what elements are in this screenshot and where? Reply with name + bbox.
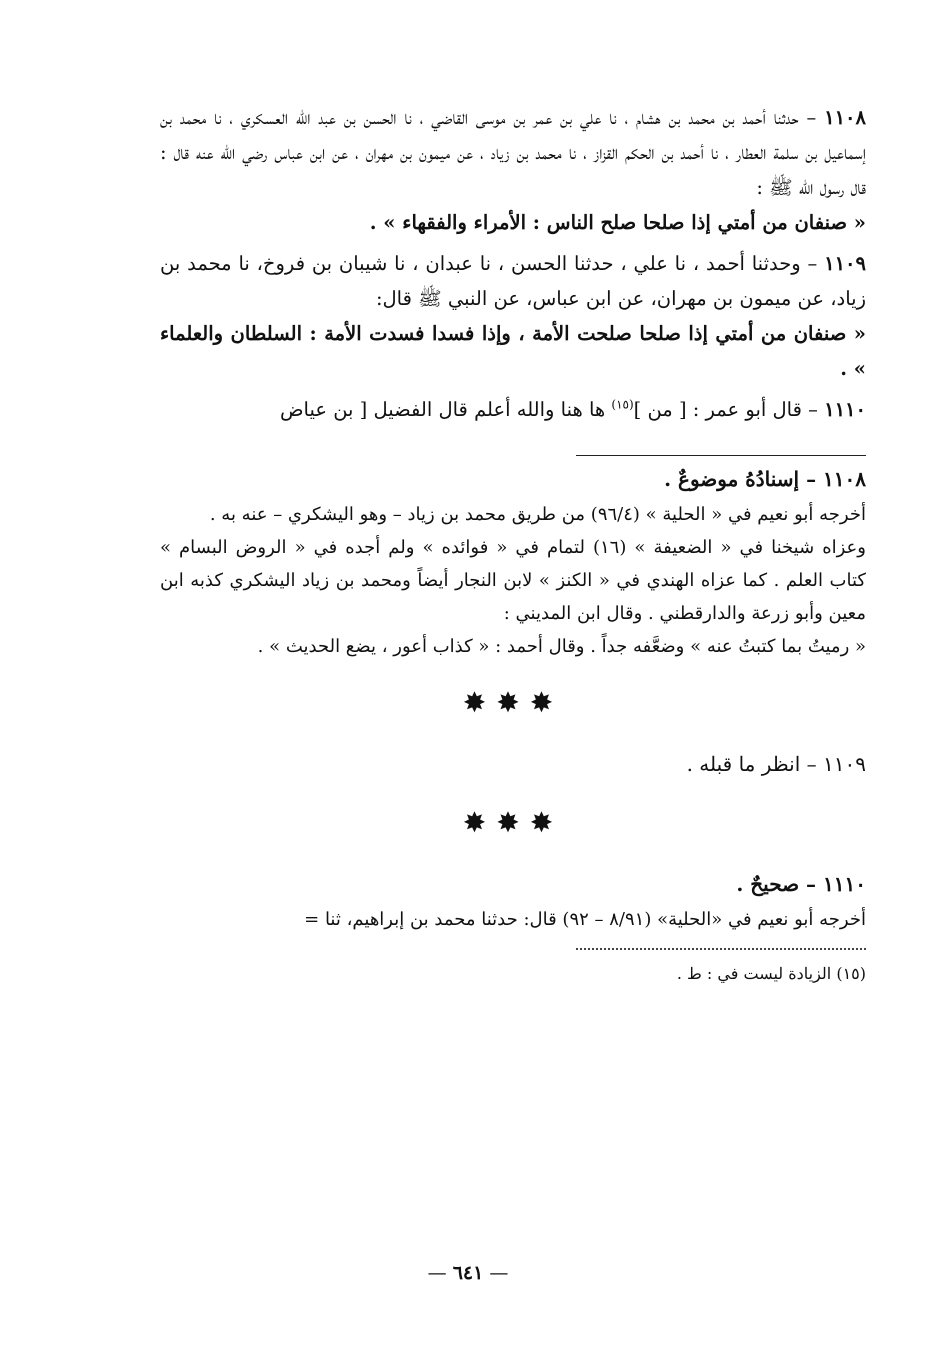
commentary-paragraph: أخرجه أبو نعيم في « الحلية » (٩٦/٤) من طريق محمد بن زياد – وهو اليشكري – عنه به .	[209, 504, 866, 525]
page-body	[160, 100, 866, 988]
commentary-heading: ١١٠٩ – انظر ما قبله .	[686, 752, 866, 776]
commentary-paragraph: « رميتُ بما كتبتُ عنه » وضعَّفه جداً . وقال أحمد : « كذاب أعور ، يضع الحديث » .	[257, 636, 866, 657]
commentary-heading: ١١٠٨ – إسنادُهُ موضوعٌ .	[664, 467, 866, 491]
commentary-separator	[576, 455, 866, 456]
commentary-paragraph: أخرجه أبو نعيم في «الحلية» (٨/٩١ – ٩٢) قال: حدثنا محمد بن إبراهيم، ثنا =	[304, 909, 866, 930]
hadith-1110	[160, 392, 866, 427]
hadith-1109	[160, 246, 866, 316]
hadith-quote: « صنفان من أمتي إذا صلحا صلحت الأمة ، وإذا فسدا فسدت الأمة : السلطان والعلماء » .	[160, 322, 866, 380]
hadith-text: ها هنا والله أعلم قال الفضيل [ بن عياض	[279, 398, 612, 421]
footnote-separator	[576, 948, 866, 950]
page-number-value: ٦٤١	[452, 1262, 484, 1284]
hadith-text: – حدثنا أحمد بن محمد بن هشام ، نا علي بن عمر بن موسى القاضي ، نا الحسن بن عبد الله العسكري ، نا محمد بن إسماعيل بن سلمة العطار ، نا أحمد بن الحكم القزاز ، نا محمد بن زياد ، عن ميمون بن مهران ، عن ابن عباس رضي الله عنه قال : قال رسول الله ﷺ :	[160, 106, 866, 199]
footnote-ref[interactable]: (١٥)	[611, 397, 634, 412]
hadith-quote: « صنفان من أمتي إذا صلحا صلح الناس : الأمراء والفقهاء » .	[369, 211, 866, 234]
hadith-number: ١١٠٨	[824, 106, 866, 129]
commentary-heading: ١١١٠ – صحيحٌ .	[736, 872, 866, 896]
hadith-text: – وحدثنا أحمد ، نا علي ، حدثنا الحسن ، نا عبدان ، نا شيبان بن فروخ، نا محمد بن زياد، عن ميمون بن مهران، عن ابن عباس، عن النبي ﷺ قال:	[160, 252, 866, 310]
section-divider-stars: ✸✸✸	[462, 686, 564, 719]
page-number: — ٦٤١ —	[427, 1262, 509, 1284]
hadith-number: ١١١٠	[824, 398, 866, 421]
footnote-15: (١٥) الزيادة ليست في : ط .	[676, 964, 866, 983]
hadith-1108	[160, 100, 866, 205]
hadith-text: – قال أبو عمر : [ من ]	[633, 398, 825, 421]
commentary-paragraph: وعزاه شيخنا في « الضعيفة » (١٦) لتمام في « فوائده » ولم أجده في « الروض البسام » كتاب العلم . كما عزاه الهندي في « الكنز » لابن النجار أيضاً ومحمد بن زياد اليشكري كذبه ابن معين وأبو زرعة والدارقطني . وقال ابن المديني :	[160, 537, 866, 624]
section-divider-stars: ✸✸✸	[462, 806, 564, 839]
hadith-number: ١١٠٩	[824, 252, 866, 275]
